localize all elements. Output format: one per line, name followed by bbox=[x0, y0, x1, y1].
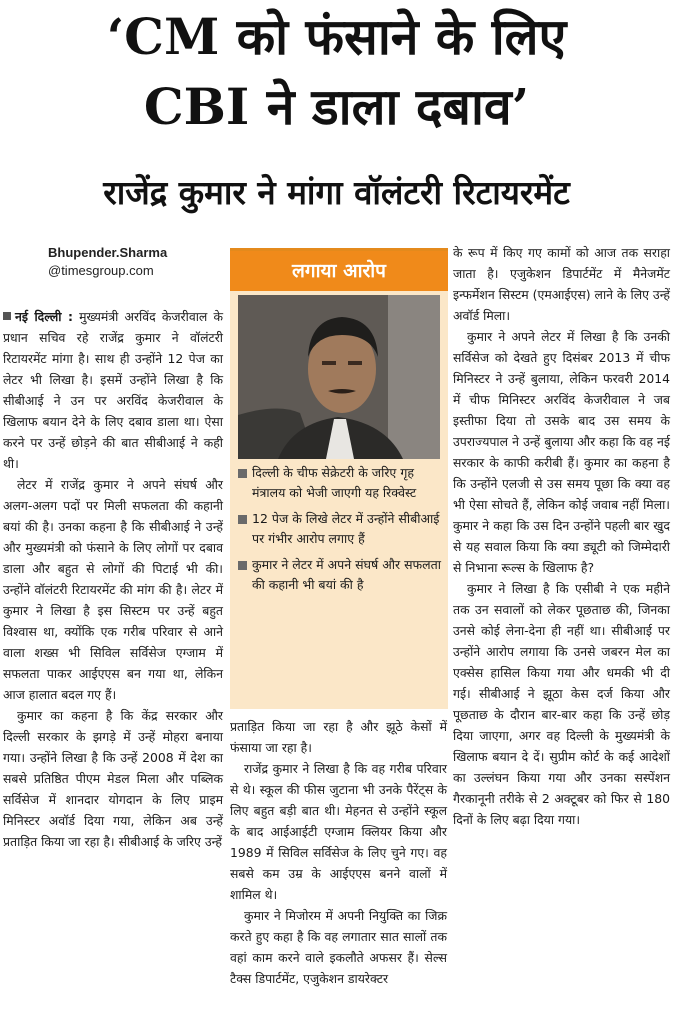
person-photo bbox=[238, 295, 440, 459]
article-paragraph: कुमार ने मिजोरम में अपनी नियुक्ति का जिक्र करते हुए कहा है कि वह लगातार सात सालों तक वहां काम करने वाले इकलौते अफसर हैं। सेल्स टैक्स डिपार्टमेंट, एजुकेशन डायरेक्टर bbox=[230, 908, 447, 986]
byline bbox=[48, 244, 167, 280]
article-paragraph: कुमार का कहना है कि केंद्र सरकार और दिल्ली सरकार के झगड़े में उन्हें मोहरा बनाया गया। उन्होंने लिखा है कि उन्हें 2008 में देश का सबसे प्रतिष्ठित पीएम मेडल मिला और पब्लिक सर्विसेज में शानदार योगदान के लिए प्राइम मिनिस्टर अवॉर्ड दिया गया, लेकिन अब उन्हें प्रताड़ित किया जा रहा है। सीबीआई के जरिए उन्हें bbox=[3, 708, 223, 849]
square-bullet-icon bbox=[238, 561, 247, 570]
square-bullet-icon bbox=[238, 515, 247, 524]
headline-line-1: ‘CM को फंसाने के लिए bbox=[106, 7, 567, 66]
article-paragraph: लेटर में राजेंद्र कुमार ने अपने संघर्ष और अलग-अलग पदों पर मिली सफलता की कहानी बयां की है। उनका कहना है कि सीबीआई ने उन्हें और मुख्यमंत्री को फंसाने के लिए लोगों पर दबाव डाला और बहुत से लोगों की पिटाई भी की। उन्होंने वॉलंटरी रिटायरमेंट की मांग की है। लेटर में कुमार ने लिखा है इस सिस्टम पर उन्हें बहुत विश्वास था, क्योंकि एक गरीब परिवार से आने वाला शख्स भी सिविल सर्विसेज एग्जाम में सफलता पाकर आईएएस बन गया था, लेकिन आज हालात बदल गए हैं। bbox=[3, 477, 223, 702]
square-bullet-icon bbox=[3, 312, 11, 320]
article-column-3 bbox=[453, 242, 670, 830]
byline-handle: @timesgroup.com bbox=[48, 263, 154, 278]
article-paragraph: प्रताड़ित किया जा रहा है और झूठे केसों में फंसाया जा रहा है। bbox=[230, 719, 447, 755]
square-bullet-icon bbox=[238, 469, 247, 478]
article-column-1 bbox=[3, 306, 223, 852]
sidebar-title: लगाया आरोप bbox=[230, 251, 448, 291]
sidebar-bullet: दिल्ली के चीफ सेक्रेटरी के जरिए गृह मंत्रालय को भेजी जाएगी यह रिक्वेस्ट bbox=[236, 463, 444, 503]
person-photo-icon bbox=[238, 295, 440, 459]
article-paragraph: कुमार ने अपने लेटर में लिखा है कि उनकी सर्विसेज को देखते हुए दिसंबर 2013 में चीफ मिनिस्टर ने उन्हें बुलाया, लेकिन फरवरी 2014 में चीफ मिनिस्टर अरविंद केजरीवाल ने जब इस्तीफा दिया तो उसके बाद उस समय के उपराज्यपाल ने उन्हें बुलाया और कहा कि वह नई सरकार के काफी करीबी हैं। कुमार का कहना है कि उन्होंने एलजी से उस समय पूछा कि क्या वह भी ऐसा सोचते हैं, लेकिन कोई जवाब नहीं मिला। कुमार ने कहा कि उस दिन उन्होंने पहली बार खुद से यह सवाल किया कि क्या ड्यूटी को जिम्मेदारी से निभाना रूल्स के खिलाफ है? bbox=[453, 329, 670, 575]
sidebar-bullet: कुमार ने लेटर में अपने संघर्ष और सफलता की कहानी भी बयां की है bbox=[236, 555, 444, 595]
article-paragraph: कुमार ने लिखा है कि एसीबी ने एक महीने तक उन सवालों को लेकर पूछताछ की, जिनका उनसे कोई लेना-देना ही नहीं था। सीबीआई पर उन्होंने आरोप लगाया कि उनसे जबरन मेल का एक्सेस हासिल किया गया और धमकी भी दी गई। सीबीआई ने झूठा केस दर्ज किया और पूछताछ के दौरान बार-बार कहा कि उन्हें छोड़ दिया जाएगा, अगर वह दिल्ली के मुख्यमंत्री के खिलाफ बयान दे दें। सुप्रीम कोर्ट के कई आदेशों का उल्लंघन किया गया और उनका सस्पेंशन गैरकानूनी तरीके से 2 अक्टूबर को फिर से 180 दिनों के लिए बढ़ा दिया गया। bbox=[453, 581, 670, 827]
sidebar-bullet: 12 पेज के लिखे लेटर में उन्होंने सीबीआई पर गंभीर आरोप लगाए हैं bbox=[236, 509, 444, 549]
article-paragraph: के रूप में किए गए कामों को आज तक सराहा जाता है। एजुकेशन डिपार्टमेंट में मैनेजमेंट इन्फर्मेशन सिस्टम (एमआईएस) लाने के लिए उन्हें अवॉर्ड मिला। bbox=[453, 245, 670, 323]
article-paragraph: राजेंद्र कुमार ने लिखा है कि वह गरीब परिवार से थे। स्कूल की फीस जुटाना भी उनके पैरेंट्स के लिए बहुत बड़ी बात थी। मेहनत से उन्होंने स्कूल के बाद आईआईटी एग्जाम क्लियर किया और 1989 में सिविल सर्विसेज के लिए चुने गए। वह सबसे कम उम्र के आईएएस बनने वालों में शामिल थे। bbox=[230, 761, 447, 902]
article-column-2 bbox=[230, 716, 447, 989]
byline-name: Bhupender.Sharma bbox=[48, 245, 168, 260]
subheadline: राजेंद्र कुमार ने मांगा वॉलंटरी रिटायरमेंट bbox=[103, 173, 570, 212]
headline-line-2: CBI ने डाला दबाव’ bbox=[143, 77, 530, 136]
sidebar-bullets bbox=[236, 463, 444, 601]
sidebar-box bbox=[230, 248, 448, 709]
article-paragraph: नई दिल्ली : मुख्यमंत्री अरविंद केजरीवाल के प्रधान सचिव रहे राजेंद्र कुमार ने वॉलंटरी रिटायरमेंट मांगा है। साथ ही उन्होंने 12 पेज का लेटर भी लिखा है। इसमें उन्होंने लिखा है कि सीबीआई ने उन पर अरविंद केजरीवाल के खिलाफ बयान देने के लिए दबाव डाला था। ऐसा करने पर उन्हें छोड़ने की बात सीबीआई ने कही थी। bbox=[3, 309, 223, 471]
dateline: नई दिल्ली : bbox=[15, 309, 73, 324]
